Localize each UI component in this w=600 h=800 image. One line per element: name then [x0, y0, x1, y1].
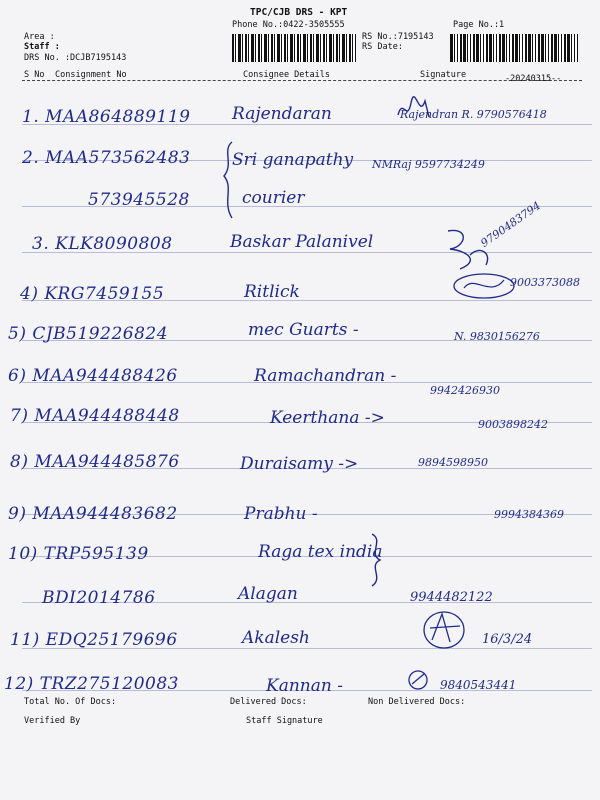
- entry-3-signature: 9790483794: [478, 199, 544, 250]
- brace-mark-2: [218, 140, 238, 220]
- entry-4-signature: 9003373088: [510, 276, 580, 289]
- entry-9-consignee: Prabhu -: [244, 504, 318, 524]
- entry-12-consignment: 12) TRZ275120083: [4, 674, 179, 694]
- entry-1-consignee: Rajendaran: [232, 104, 332, 124]
- entry-9-signature: 9994384369: [494, 508, 564, 521]
- entry-4-consignee: Ritlick: [244, 282, 300, 302]
- col-signature: Signature: [420, 70, 467, 80]
- entry-2-consignment: 2. MAA573562483: [22, 148, 191, 168]
- col-consignee: Consignee Details: [243, 70, 330, 80]
- entry-3-consignee: Baskar Palanivel: [230, 232, 374, 252]
- entry-7-consignee: Keerthana ->: [270, 408, 385, 428]
- entry-2-consignee-line2: courier: [242, 188, 305, 208]
- entry-10b-signature: 9944482122: [410, 590, 493, 605]
- signature-scribble-12: [402, 664, 436, 694]
- entry-10-consignment: 10) TRP595139: [8, 544, 149, 564]
- area-label: Area :: [24, 32, 55, 42]
- entry-6-consignment: 6) MAA944488426: [8, 366, 178, 386]
- entry-3-consignment: 3. KLK8090808: [32, 234, 173, 254]
- phone-number: Phone No.:0422-3505555: [232, 20, 345, 30]
- date-stamp: -20240315--: [505, 74, 562, 84]
- entry-2-signature: NMRaj 9597734249: [372, 158, 485, 171]
- entry-8-consignee: Duraisamy ->: [240, 454, 359, 474]
- drs-number: DRS No. :DCJB7195143: [24, 53, 127, 63]
- verified-by-label: Verified By: [24, 716, 81, 726]
- entry-10-consignee: Raga tex india: [258, 542, 383, 562]
- rs-date: RS Date:: [362, 42, 403, 52]
- sheet-title: TPC/CJB DRS - KPT: [250, 7, 348, 18]
- entry-11-signature: 16/3/24: [482, 632, 533, 647]
- entry-6-consignee: Ramachandran -: [254, 366, 397, 386]
- entry-9-consignment: 9) MAA944483682: [8, 504, 178, 524]
- entry-10b-consignment: BDI2014786: [42, 588, 156, 608]
- col-consignment: Consignment No: [55, 70, 127, 80]
- signature-scribble-1: [395, 95, 435, 125]
- delivered-docs-label: Delivered Docs:: [230, 697, 307, 707]
- brace-mark: [364, 532, 392, 588]
- entry-7-signature: 9003898242: [478, 418, 548, 431]
- entry-6-signature: 9942426930: [430, 384, 500, 397]
- staff-signature-label: Staff Signature: [246, 716, 323, 726]
- barcode-graphic: [232, 34, 356, 62]
- barcode-graphic-2: [450, 34, 578, 62]
- total-docs-label: Total No. Of Docs:: [24, 697, 117, 707]
- entry-11-consignment: 11) EDQ25179696: [10, 630, 178, 650]
- entry-7-consignment: 7) MAA944488448: [10, 406, 180, 426]
- entry-10b-consignee: Alagan: [238, 584, 298, 604]
- signature-scribble-11: [420, 606, 472, 654]
- entry-4-consignment: 4) KRG7459155: [20, 284, 165, 304]
- entry-8-signature: 9894598950: [418, 456, 488, 469]
- rs-number: RS No.:7195143: [362, 32, 434, 42]
- entry-1-signature: Rajendran R. 9790576418: [400, 108, 547, 121]
- signature-scribble-4: [450, 268, 520, 304]
- entry-12-signature: 9840543441: [440, 678, 517, 692]
- entry-1-consignment: 1. MAA864889119: [22, 107, 191, 127]
- header-divider: [22, 80, 582, 81]
- entry-2-consignment-extra: 573945528: [88, 190, 190, 210]
- page-number: Page No.:1: [453, 20, 505, 30]
- entry-11-consignee: Akalesh: [242, 628, 310, 648]
- entry-2-consignee: Sri ganapathy: [232, 150, 354, 170]
- entry-5-consignment: 5) CJB519226824: [8, 324, 169, 344]
- entry-8-consignment: 8) MAA944485876: [10, 452, 180, 472]
- entry-5-signature: N. 9830156276: [454, 330, 540, 343]
- entry-12-consignee: Kannan -: [266, 676, 343, 696]
- entry-5-consignee: mec Guarts -: [248, 320, 359, 340]
- non-delivered-docs-label: Non Delivered Docs:: [368, 697, 466, 707]
- staff-label: Staff :: [24, 42, 60, 52]
- col-sno: S No: [24, 70, 45, 80]
